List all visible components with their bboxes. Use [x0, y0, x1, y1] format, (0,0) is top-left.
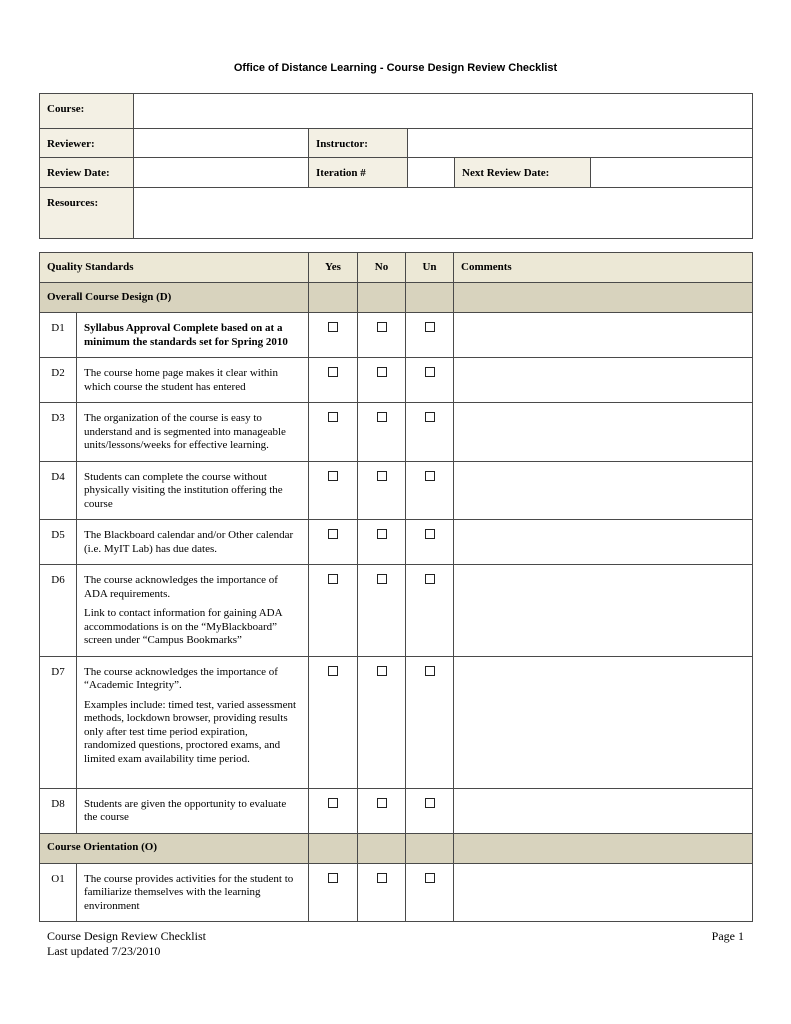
standard-text: [77, 313, 309, 358]
comments-field[interactable]: [454, 656, 753, 788]
yes-checkbox[interactable]: [328, 412, 338, 422]
section-overall-course-design-cell: [309, 283, 358, 313]
section-course-orientation-cell: [358, 833, 406, 863]
standard-text-paragraph: Link to contact information for gaining ADA accommodations is on the “MyBlackboard” screen under “Campus Bookmarks”: [84, 607, 282, 646]
header-yes: Yes: [309, 253, 358, 283]
section-course-orientation: [40, 833, 753, 863]
footer-page-number: Page 1: [711, 929, 744, 943]
header-quality-standards: Quality Standards: [40, 253, 309, 283]
un-cell: [406, 313, 454, 358]
section-overall-course-design-title: Overall Course Design (D): [40, 283, 309, 313]
comments-field[interactable]: [454, 863, 753, 922]
un-cell: [406, 565, 454, 657]
no-cell: [358, 313, 406, 358]
resources-field[interactable]: [134, 188, 753, 239]
standard-text-paragraph: The Blackboard calendar and/or Other calendar (i.e. MyIT Lab) has due dates.: [84, 529, 294, 555]
checklist-row: [40, 863, 753, 922]
next-review-date-label: Next Review Date:: [455, 158, 591, 188]
standard-text: [77, 358, 309, 403]
no-checkbox[interactable]: [377, 367, 387, 377]
course-label: Course:: [40, 94, 134, 129]
section-course-orientation-cell: [454, 833, 753, 863]
no-checkbox[interactable]: [377, 471, 387, 481]
standard-text-paragraph: Examples include: timed test, varied assessment methods, lockdown browser, providing results only after test time period expiration, randomized questions, proctored exams, and limited exam availability time period.: [84, 698, 297, 765]
yes-cell: [309, 863, 358, 922]
un-checkbox[interactable]: [425, 666, 435, 676]
no-cell: [358, 358, 406, 403]
section-overall-course-design-cell: [358, 283, 406, 313]
yes-cell: [309, 656, 358, 788]
course-info-table: [39, 93, 753, 239]
standard-text-paragraph: The course provides activities for the student to familiarize themselves with the learning environment: [84, 872, 294, 912]
footer-doc-name: Course Design Review Checklist: [47, 929, 206, 943]
no-cell: [358, 565, 406, 657]
yes-checkbox[interactable]: [328, 873, 338, 883]
no-cell: [358, 656, 406, 788]
yes-cell: [309, 313, 358, 358]
un-checkbox[interactable]: [425, 322, 435, 332]
checklist-row: [40, 461, 753, 520]
yes-cell: [309, 461, 358, 520]
yes-cell: [309, 520, 358, 565]
iteration-field[interactable]: [408, 158, 455, 188]
standard-text-paragraph: Syllabus Approval Complete based on at a minimum the standards set for Spring 2010: [84, 322, 288, 348]
un-cell: [406, 461, 454, 520]
no-checkbox[interactable]: [377, 412, 387, 422]
standard-text: [77, 520, 309, 565]
course-field[interactable]: [134, 94, 753, 129]
standard-text-paragraph: The course home page makes it clear within which course the student has entered: [84, 367, 278, 393]
standard-code: O1: [40, 863, 77, 922]
section-overall-course-design: [40, 283, 753, 313]
no-cell: [358, 403, 406, 462]
comments-field[interactable]: [454, 358, 753, 403]
standard-text: [77, 565, 309, 657]
un-checkbox[interactable]: [425, 529, 435, 539]
un-checkbox[interactable]: [425, 798, 435, 808]
standard-code: D1: [40, 313, 77, 358]
section-course-orientation-cell: [309, 833, 358, 863]
standard-text: [77, 788, 309, 833]
yes-checkbox[interactable]: [328, 367, 338, 377]
next-review-date-field[interactable]: [591, 158, 753, 188]
header-un: Un: [406, 253, 454, 283]
comments-field[interactable]: [454, 520, 753, 565]
standard-code: D4: [40, 461, 77, 520]
comments-field[interactable]: [454, 403, 753, 462]
no-cell: [358, 520, 406, 565]
comments-field[interactable]: [454, 313, 753, 358]
standard-text-paragraph: The organization of the course is easy to understand and is segmented into manageable units/lessons/weeks for effective learning.: [84, 412, 286, 451]
checklist-row: [40, 520, 753, 565]
checklist-row: [40, 313, 753, 358]
yes-cell: [309, 565, 358, 657]
section-course-orientation-title: Course Orientation (O): [40, 833, 309, 863]
standard-text-paragraph: The course acknowledges the importance of “Academic Integrity”.: [84, 665, 278, 691]
iteration-label: Iteration #: [309, 158, 408, 188]
section-overall-course-design-cell: [454, 283, 753, 313]
header-no: No: [358, 253, 406, 283]
resources-label: Resources:: [40, 188, 134, 239]
checklist-row: [40, 358, 753, 403]
no-checkbox[interactable]: [377, 873, 387, 883]
standard-text-paragraph: Students are given the opportunity to evaluate the course: [84, 797, 287, 823]
comments-field[interactable]: [454, 788, 753, 833]
standard-text: [77, 461, 309, 520]
no-checkbox[interactable]: [377, 798, 387, 808]
yes-checkbox[interactable]: [328, 322, 338, 332]
checklist-row: [40, 788, 753, 833]
un-cell: [406, 358, 454, 403]
standard-text: [77, 656, 309, 788]
header-comments: Comments: [454, 253, 753, 283]
un-checkbox[interactable]: [425, 471, 435, 481]
section-course-orientation-cell: [406, 833, 454, 863]
yes-cell: [309, 358, 358, 403]
yes-cell: [309, 788, 358, 833]
un-checkbox[interactable]: [425, 574, 435, 584]
un-checkbox[interactable]: [425, 367, 435, 377]
comments-field[interactable]: [454, 565, 753, 657]
yes-checkbox[interactable]: [328, 529, 338, 539]
standard-code: D3: [40, 403, 77, 462]
standard-code: D2: [40, 358, 77, 403]
standard-code: D8: [40, 788, 77, 833]
un-cell: [406, 520, 454, 565]
footer-left: [47, 929, 206, 959]
checklist-row: [40, 403, 753, 462]
no-cell: [358, 863, 406, 922]
yes-checkbox[interactable]: [328, 666, 338, 676]
checklist-header-row: [40, 253, 753, 283]
document-title: Office of Distance Learning - Course Design Review Checklist: [233, 62, 558, 74]
no-cell: [358, 461, 406, 520]
section-overall-course-design-cell: [406, 283, 454, 313]
comments-field[interactable]: [454, 461, 753, 520]
un-cell: [406, 656, 454, 788]
un-cell: [406, 788, 454, 833]
no-checkbox[interactable]: [377, 322, 387, 332]
instructor-label: Instructor:: [309, 129, 408, 158]
standard-text-paragraph: The course acknowledges the importance of ADA requirements.: [84, 574, 278, 600]
review-date-label: Review Date:: [40, 158, 134, 188]
review-date-field[interactable]: [134, 158, 309, 188]
reviewer-field[interactable]: [134, 129, 309, 158]
un-cell: [406, 863, 454, 922]
yes-checkbox[interactable]: [328, 798, 338, 808]
no-checkbox[interactable]: [377, 666, 387, 676]
footer-updated: Last updated 7/23/2010: [47, 944, 161, 958]
standard-code: D7: [40, 656, 77, 788]
standard-code: D5: [40, 520, 77, 565]
yes-checkbox[interactable]: [328, 471, 338, 481]
checklist-row: [40, 565, 753, 657]
un-checkbox[interactable]: [425, 412, 435, 422]
quality-checklist-table: [39, 252, 753, 922]
un-cell: [406, 403, 454, 462]
no-checkbox[interactable]: [377, 529, 387, 539]
yes-checkbox[interactable]: [328, 574, 338, 584]
standard-code: D6: [40, 565, 77, 657]
reviewer-label: Reviewer:: [40, 129, 134, 158]
no-checkbox[interactable]: [377, 574, 387, 584]
standard-text: [77, 403, 309, 462]
no-cell: [358, 788, 406, 833]
standard-text: [77, 863, 309, 922]
un-checkbox[interactable]: [425, 873, 435, 883]
instructor-field[interactable]: [408, 129, 753, 158]
yes-cell: [309, 403, 358, 462]
standard-text-paragraph: Students can complete the course without physically visiting the institution offering the course: [84, 470, 283, 510]
checklist-row: [40, 656, 753, 788]
